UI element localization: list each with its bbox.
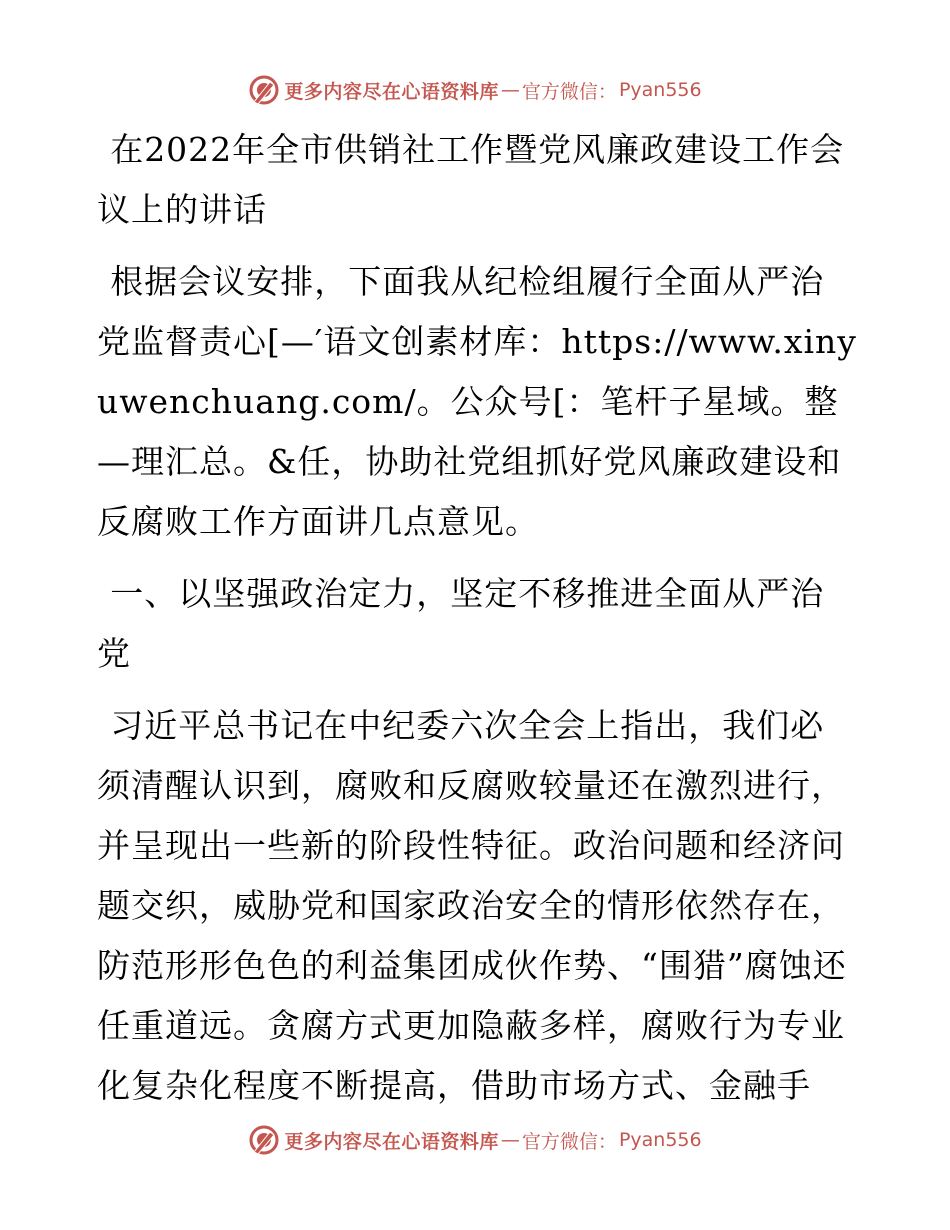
watermark-banner-top bbox=[0, 70, 950, 110]
watermark-main-text: 更多内容尽在心语资料库 bbox=[284, 80, 499, 103]
watermark-separator: — bbox=[500, 1129, 520, 1151]
pen-logo-icon bbox=[248, 74, 280, 106]
watermark-wechat-id: Pyan556 bbox=[618, 1129, 702, 1151]
paragraph-body-1: 习近平总书记在中纪委六次全会上指出，我们必须清醒认识到，腐败和反腐败较量还在激烈进行，并呈现出一些新的阶段性特征。政治问题和经济问题交织，威胁党和国家政治安全的情形依然存在，防范形形色色的利益集团成伙作势、“围猎”腐蚀还任重道远。贪腐方式更加隐蔽多样，腐败行为专业化复杂化程度不断提高，借助市场方式、金融手 bbox=[97, 706, 847, 1105]
paragraph-intro: 根据会议安排，下面我从纪检组履行全面从严治党监督责心[—′语文创素材库：https://www.xinyuwenchuang.com/。公众号[：笔杆子星域。整—理汇总。&任，协助社党组抓好党风廉政建设和反腐败工作方面讲几点意见。 bbox=[97, 262, 857, 541]
watermark-sub-text: 官方微信： bbox=[521, 1130, 617, 1153]
watermark-wechat-id: Pyan556 bbox=[618, 79, 702, 101]
watermark-sub-text: 官方微信： bbox=[521, 80, 617, 103]
section-heading-1: 一、以坚强政治定力，坚定不移推进全面从严治党 bbox=[97, 574, 825, 673]
watermark-main-text: 更多内容尽在心语资料库 bbox=[284, 1130, 499, 1153]
document-title: 在2022年全市供销社工作暨党风廉政建设工作会议上的讲话 bbox=[97, 130, 845, 229]
watermark-banner-bottom bbox=[0, 1120, 950, 1160]
pen-logo-icon bbox=[248, 1124, 280, 1156]
document-body bbox=[97, 120, 857, 1128]
watermark-separator: — bbox=[500, 79, 520, 101]
